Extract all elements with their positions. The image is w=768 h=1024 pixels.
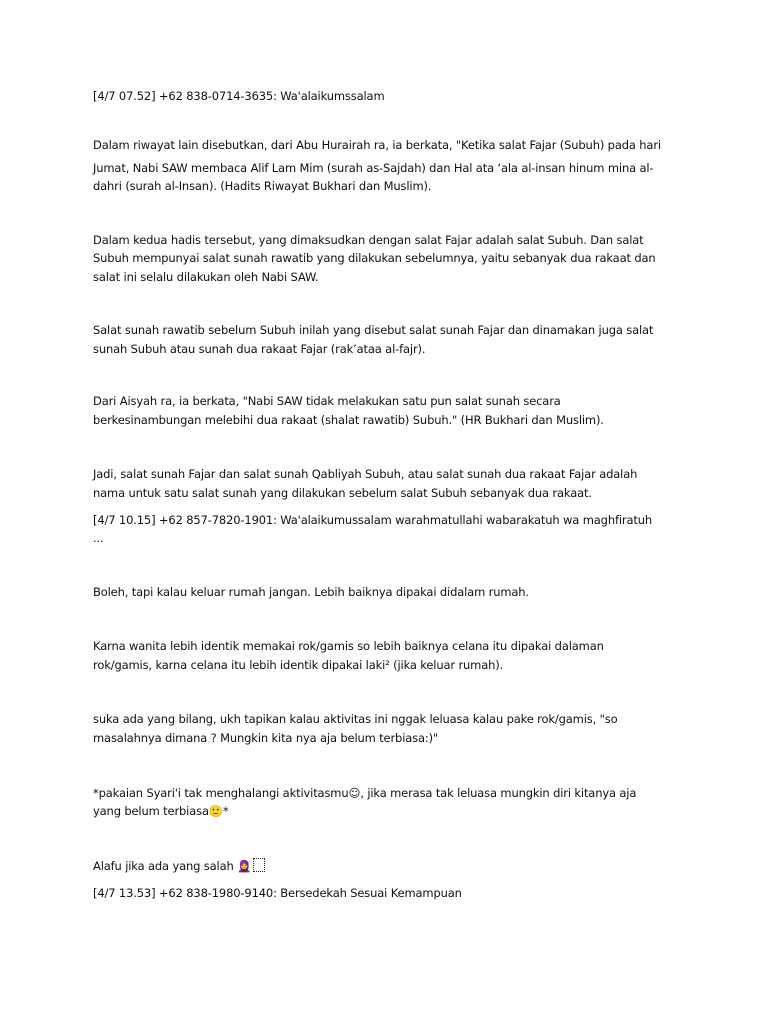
paragraph-line: dahri (surah al-Insan). (Hadits Riwayat Bukhari dan Muslim). bbox=[93, 179, 432, 193]
paragraph-line: Jadi, salat sunah Fajar dan salat sunah Qabliyah Subuh, atau salat sunah dua rakaat Fajar adalah bbox=[93, 467, 638, 481]
paragraph-line: Karna wanita lebih identik memakai rok/gamis so lebih baiknya celana itu dipakai dalaman bbox=[93, 639, 604, 653]
paragraph-line: yang belum terbiasa🙂* bbox=[93, 804, 229, 818]
paragraph-line: nama untuk satu salat sunah yang dilakukan sebelum salat Subuh sebanyak dua rakaat. bbox=[93, 486, 592, 500]
paragraph-line: suka ada yang bilang, ukh tapikan kalau aktivitas ini nggak leluasa kalau pake rok/gamis, "so bbox=[93, 712, 618, 726]
paragraph-line: sunah Subuh atau sunah dua rakaat Fajar (rak’ataa al-fajr). bbox=[93, 342, 426, 356]
paragraph-line: Dari Aisyah ra, ia berkata, "Nabi SAW tidak melakukan satu pun salat sunah secara bbox=[93, 394, 561, 408]
paragraph-line bbox=[93, 857, 265, 875]
chat-message-header: [4/7 07.52] +62 838-0714-3635: Wa'alaikumssalam bbox=[93, 89, 385, 103]
paragraph-line: Dalam riwayat lain disebutkan, dari Abu Hurairah ra, ia berkata, "Ketika salat Fajar (Subuh) pada hari bbox=[93, 138, 661, 152]
paragraph-line: salat ini selalu dilakukan oleh Nabi SAW. bbox=[93, 270, 319, 284]
paragraph-line: masalahnya dimana ? Mungkin kita nya aja belum terbiasa:)" bbox=[93, 731, 439, 745]
paragraph-line: Boleh, tapi kalau keluar rumah jangan. Lebih baiknya dipakai didalam rumah. bbox=[93, 585, 529, 599]
chat-message-header: [4/7 10.15] +62 857-7820-1901: Wa'alaikumussalam warahmatullahi wabarakatuh wa maghfiratuh bbox=[93, 513, 653, 527]
paragraph-line: ... bbox=[93, 531, 104, 545]
paragraph-line: Salat sunah rawatib sebelum Subuh inilah yang disebut salat sunah Fajar dan dinamakan juga salat bbox=[93, 323, 654, 337]
paragraph-line: Jumat, Nabi SAW membaca Alif Lam Mim (surah as-Sajdah) dan Hal ata ‘ala al-insan hinum mina al- bbox=[93, 161, 654, 175]
paragraph-line: Subuh mempunyai salat sunah rawatib yang dilakukan sebelumnya, yaitu sebanyak dua rakaat dan bbox=[93, 251, 656, 265]
paragraph-line: rok/gamis, karna celana itu lebih identik dipakai laki² (jika keluar rumah). bbox=[93, 658, 504, 672]
paragraph-line: berkesinambungan melebihi dua rakaat (shalat rawatib) Subuh." (HR Bukhari dan Muslim). bbox=[93, 413, 604, 427]
paragraph-line: *pakaian Syari'i tak menghalangi aktivitasmu☺, jika merasa tak leluasa mungkin diri kitanya aja bbox=[93, 786, 637, 800]
chat-message-header: [4/7 13.53] +62 838-1980-9140: Bersedekah Sesuai Kemampuan bbox=[93, 886, 462, 900]
missing-glyph-icon bbox=[253, 858, 265, 872]
paragraph-text: Alafu jika ada yang salah 🧕 bbox=[93, 859, 252, 873]
paragraph-line: Dalam kedua hadis tersebut, yang dimaksudkan dengan salat Fajar adalah salat Subuh. Dan salat bbox=[93, 233, 644, 247]
